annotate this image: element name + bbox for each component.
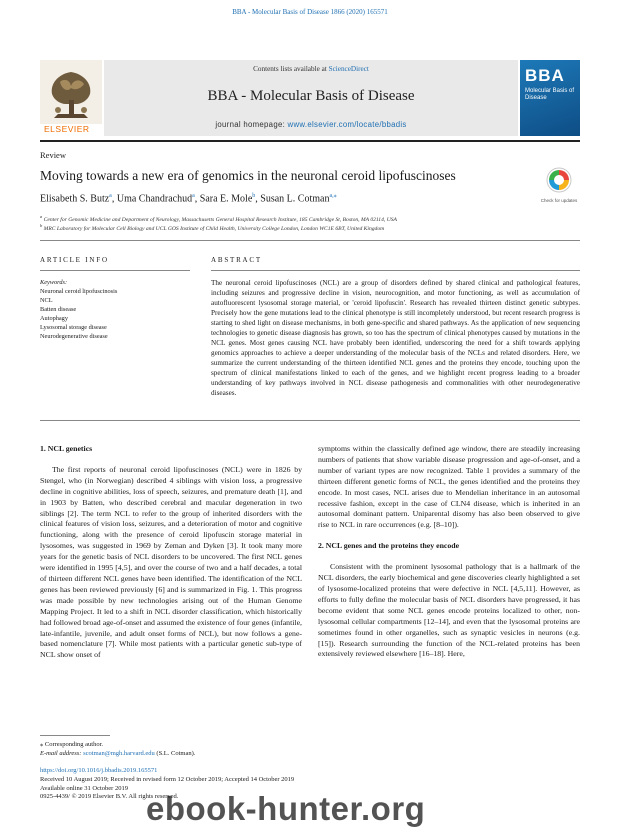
body-right-column <box>318 444 580 660</box>
elsevier-wordmark: ELSEVIER <box>44 124 90 134</box>
affiliation-marker: b <box>40 223 43 228</box>
journal-reference[interactable]: BBA - Molecular Basis of Disease 1866 (2020) 165571 <box>232 8 388 16</box>
masthead-divider <box>40 140 580 142</box>
cover-subtitle: Molecular Basis of Disease <box>525 88 575 101</box>
abstract-bottom-rule <box>40 420 580 421</box>
section-heading-ncl-genes: 2. NCL genes and the proteins they encode <box>318 541 460 551</box>
author-name[interactable]: Susan L. Cotman <box>260 193 330 205</box>
journal-homepage-line <box>104 120 518 129</box>
available-online: Available online 31 October 2019 <box>40 784 128 792</box>
article-title: Moving towards a new era of genomics in the neuronal ceroid lipofuscinoses <box>40 168 456 183</box>
author-affiliation-marker[interactable]: b <box>252 193 256 199</box>
keyword-item: NCL <box>40 297 53 304</box>
received-dates: Received 10 August 2019; Received in revised form 12 October 2019; Accepted 14 October 2019 <box>40 775 295 783</box>
affiliation-marker: a <box>40 214 43 219</box>
abstract-heading: ABSTRACT <box>211 256 262 264</box>
elsevier-logo[interactable] <box>40 60 102 136</box>
abstract-text: The neuronal ceroid lipofuscinoses (NCL) are a group of disorders defined by shared clinical and pathological features, including seizures and progressive decline in vision, neurocognition, and motor functioning, as well as accumulation of autofluorescent lysosomal storage material, or 'ceroid lipofuscin'. Research has revealed thirteen distinct genetic subtypes. Precisely how the gene mutations lead to the clinical phenotype is still incompletely understood, but recent research progress is starting to shed light on disease mechanisms, in both gene-specific and shared pathways. As the application of new sequencing technologies to genetic disease diagnosis has grown, so too has the spectrum of clinical phenotypes caused by mutations in the NCL genes. Most genes causing NCL have probably been identified, underscoring the need for a shift towards applying genomics approaches to achieve a deeper understanding of the molecular basis of the NCLs and related disorders. Here, we summarize the current understanding of the thirteen identified NCL genes and the proteins they encode, touching upon the spectrum of clinical manifestations linked to each of the genes, and we highlight recent progress leading to a broader understanding of key pathways involved in NCL disease pathogenesis and commonalities with other neurodegenerative diseases. <box>211 279 580 397</box>
email-label: E-mail address: <box>40 750 84 757</box>
keywords-label: Keywords: <box>40 279 68 286</box>
keyword-item: Batten disease <box>40 306 77 313</box>
keyword-item: Autophagy <box>40 315 68 322</box>
author-name[interactable]: Sara E. Mole <box>199 193 253 205</box>
author-list: Elisabeth S. Butz$^a$, Uma Chandrachud$^a$, Sara E. Mole$^b$, Susan L. Cotman$^{a,⁎}$ <box>40 193 337 205</box>
affiliation-text: Center for Genomic Medicine and Department of Neurology, Massachusetts General Hospital Research Institute, 185 Cambridge St, Boston, MA 02114, USA <box>43 216 397 223</box>
email-suffix: (S.L. Cotman). <box>154 750 196 757</box>
abstract-rule <box>211 270 580 271</box>
email-line <box>40 749 340 758</box>
body-paragraph: symptoms within the classically defined age window, there are steadily increasing numbers of patients that show variable disease progression and age-of-onset, and a number of variant types are now recognized. Table 1 provides a summary of the thirteen different genetic forms of NCL, the genes identified and the proteins they encode. In most cases, NCL arises due to Mendelian inheritance in an autosomal recessive fashion, except in the case of CLN4 disease, which is inherited in an autosomal dominant pattern. Uniparental disomy has also been observed to give rise to NCL in rare occurrences (e.g. [8–10]). <box>318 444 580 530</box>
journal-title: BBA - Molecular Basis of Disease <box>207 88 415 104</box>
author-name[interactable]: Uma Chandrachud <box>116 193 193 205</box>
affiliation-b <box>40 223 580 232</box>
journal-masthead <box>40 60 580 136</box>
sciencedirect-link[interactable]: ScienceDirect <box>328 65 369 73</box>
footnote-rule <box>40 735 110 736</box>
check-for-updates-icon[interactable] <box>546 167 572 199</box>
footnotes <box>40 740 340 758</box>
section-heading-ncl-genetics: 1. NCL genetics <box>40 444 93 453</box>
journal-cover-thumbnail[interactable] <box>520 60 580 136</box>
cover-title: BBA <box>525 66 565 85</box>
author-affiliation-marker[interactable]: a,⁎ <box>329 193 337 199</box>
email-link[interactable]: scotman@mgh.harvard.edu <box>83 750 155 757</box>
affiliation-a <box>40 214 580 223</box>
watermark: ebook-hunter.org <box>146 790 426 827</box>
check-for-updates-label[interactable]: Check for updates <box>540 198 578 203</box>
keyword-list <box>40 287 190 341</box>
contents-prefix: Contents lists available at <box>253 65 329 73</box>
contents-available-line <box>104 65 518 73</box>
body-paragraph: Consistent with the prominent lysosomal pathology that is a hallmark of the NCL disorders, the early biochemical and gene discoveries clearly highlighted a set of lysosome-localized proteins that were defective in NCL [4,5,11]. However, as efforts to fully define the molecular basis of NCL disorders have progressed, it has become evident that some NCL genes encode proteins localized to other, non-lysosomal cellular compartments [12–14], and even that the lysosomal proteins are sometimes found in other organelles, such as synaptic vesicles in neurons (e.g. [15]). Research surrounding the function of the NCL-related proteins has been extensively reviewed elsewhere [16–18]. Here, <box>318 562 580 659</box>
keyword-item: Lysosomal storage disease <box>40 324 107 331</box>
keyword-item: Neuronal ceroid lipofuscinosis <box>40 288 118 295</box>
keyword-item: Neurodegenerative disease <box>40 333 108 340</box>
author-affiliation-marker[interactable]: a <box>192 193 195 199</box>
journal-header-band <box>104 60 518 136</box>
journal-homepage-link[interactable]: www.elsevier.com/locate/bbadis <box>287 120 407 129</box>
corresponding-author-note: ⁎ Corresponding author. <box>40 741 104 748</box>
doi-link[interactable]: https://doi.org/10.1016/j.bbadis.2019.165571 <box>40 767 158 774</box>
copyright: 0925-4439/ © 2019 Elsevier B.V. All rights reserved. <box>40 793 179 801</box>
article-info-heading: ARTICLE INFO <box>40 256 109 264</box>
homepage-prefix: journal homepage: <box>215 120 288 129</box>
body-left-column <box>40 444 302 661</box>
body-paragraph: The first reports of neuronal ceroid lipofuscinoses (NCL) were in 1826 by Stengel, who (in Norwegian) described 4 siblings with vision loss, a progressive decline in cognitive abilities, loss of speech, seizures, and premature death [1], and in 1903 by Batten, who described cerebral and macular degeneration in two siblings [2]. The term NCL to refer to the group of inherited disorders with the clinical features of vision loss, seizures, and a deterioration of motor and cognitive functioning, along with the presence of ceroid lipofuscin storage material in lysosomes, was suggested in 1969 by Zeman and Dyken [3]. It took many more years for the genetic basis of NCL disorders to be uncovered. The first NCL genes were identified in 1995 [4,5], and over the course of two and a half decades, a total of thirteen different NCL genes have been identified. The identification of the NCL genes has been reviewed previously [6] and is summarized in Fig. 1. This progress was made possible by new technologies arising out of the Human Genome Mapping Project. It led to a shift in NCL disorder classification, which historically had followed broad age-of-onset and assumed the existence of four genes (infantile, late-infantile, juvenile, and adult onset forms of NCL), but now follows a gene-based nomenclature [7]. While most patients with a particular genetic sub-type of NCL show onset of <box>40 464 302 660</box>
article-info-rule <box>40 270 190 271</box>
affiliation-text: MRC Laboratory for Molecular Cell Biology and UCL GOS Institute of Child Health, University College London, London WC1E 6BT, United Kingdom <box>43 225 385 232</box>
author-affiliation-marker[interactable]: a <box>109 193 112 199</box>
article-type: Review <box>40 150 66 160</box>
elsevier-tree-icon <box>40 60 102 124</box>
header-divider <box>40 240 580 241</box>
author-name[interactable]: Elisabeth S. Butz <box>40 193 110 205</box>
